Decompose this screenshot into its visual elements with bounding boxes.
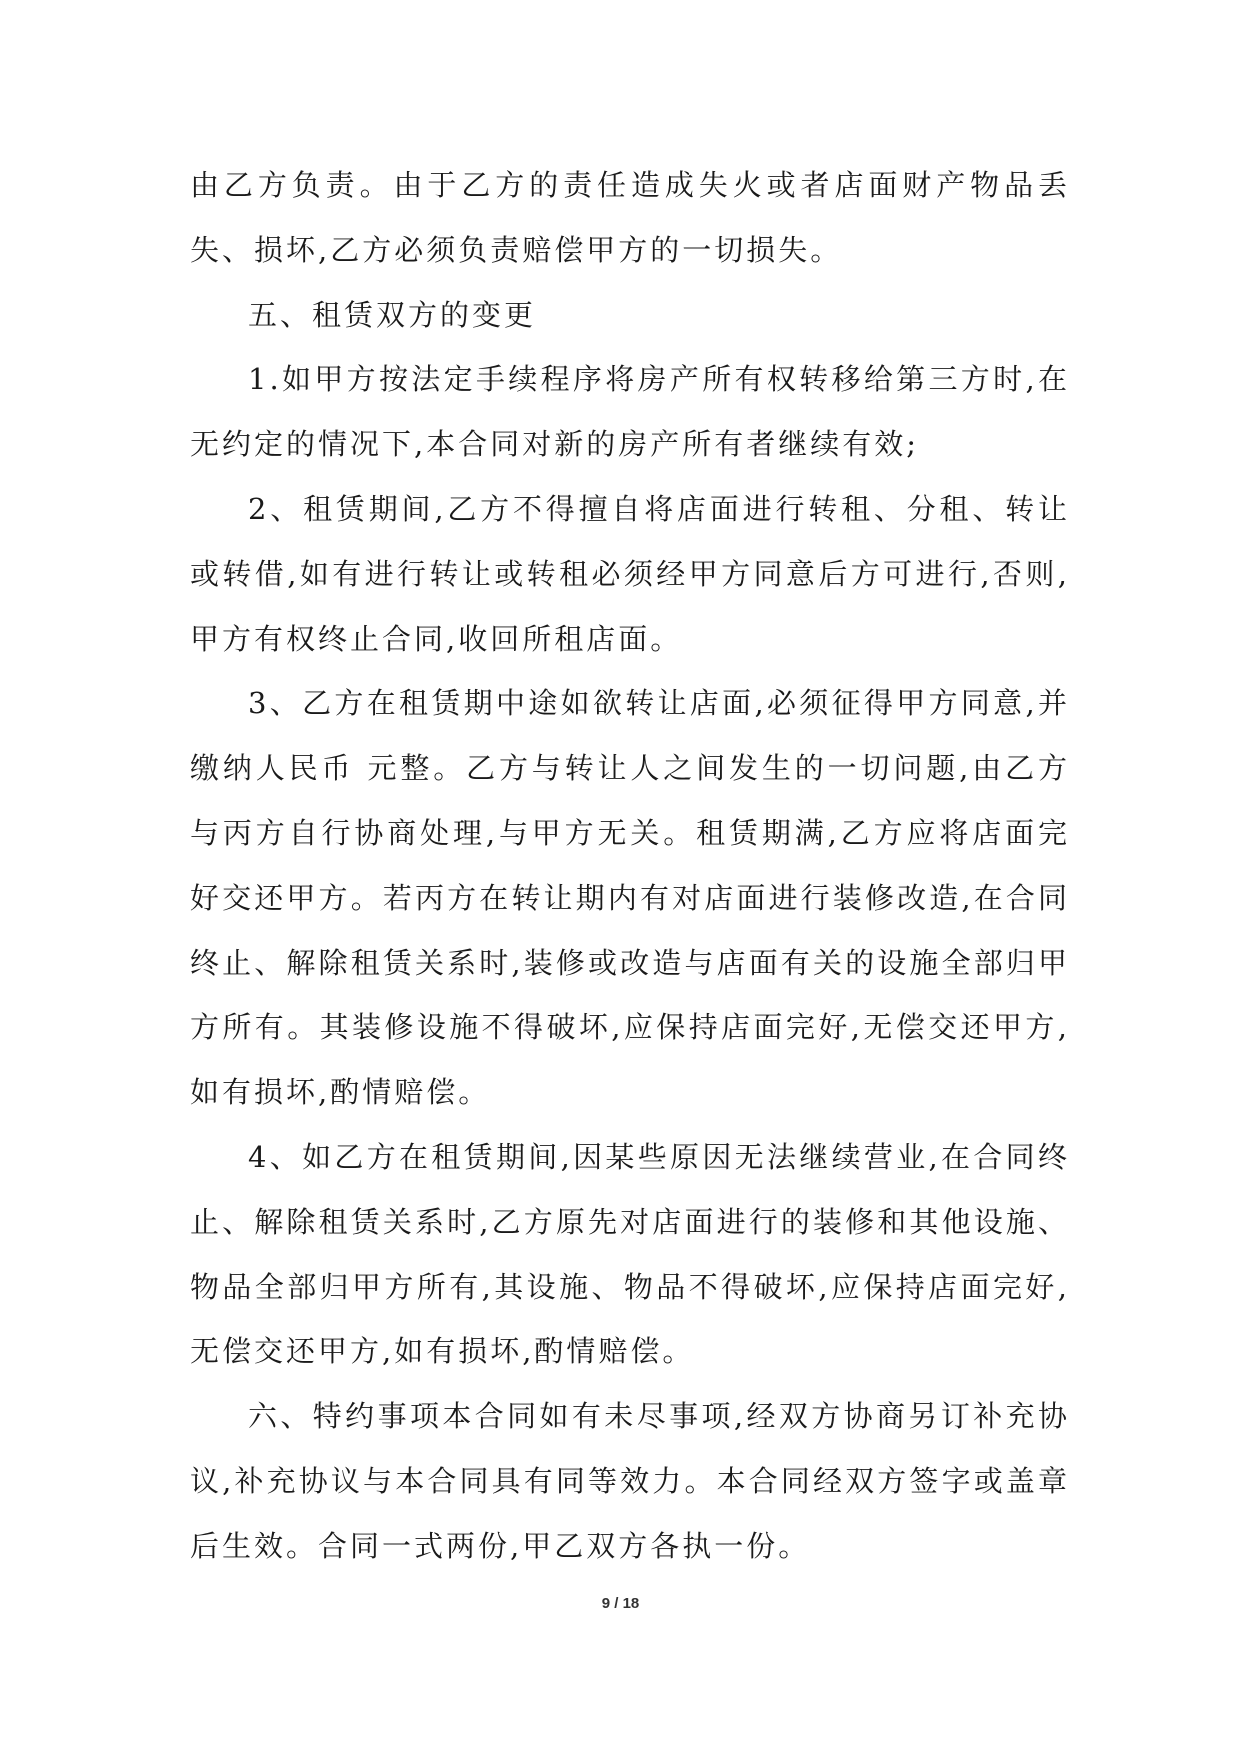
paragraph-continuation: 由乙方负责。由于乙方的责任造成失火或者店面财产物品丢失、损坏,乙方必须负责赔偿甲方的一切损失。 bbox=[190, 168, 1070, 267]
clause-1: 1.如甲方按法定手续程序将房产所有权转移给第三方时,在无约定的情况下,本合同对新的房产所有者继续有效; bbox=[190, 362, 1070, 462]
clause-3: 3、乙方在租赁期中途如欲转让店面,必须征得甲方同意,并缴纳人民币 元整。乙方与转让人之间发生的一切问题,由乙方与丙方自行协商处理,与甲方无关。租赁期满,乙方应将店面完好交还甲方。若丙方在转让期内有对店面进行装修改造,在合同终止、解除租赁关系时,装修或改造与店面有关的设施全部归甲方所有。其装修设施不得破坏,应保持店面完好,无偿交还甲方,如有损坏,酌情赔偿。 bbox=[190, 686, 1070, 1110]
clause-4: 4、如乙方在租赁期间,因某些原因无法继续营业,在合同终止、解除租赁关系时,乙方原先对店面进行的装修和其他设施、物品全部归甲方所有,其设施、物品不得破坏,应保持店面完好,无偿交还甲方,如有损坏,酌情赔偿。 bbox=[190, 1139, 1070, 1369]
section-6-special-terms: 六、特约事项本合同如有未尽事项,经双方协商另订补充协议,补充协议与本合同具有同等效力。本合同经双方签字或盖章后生效。合同一式两份,甲乙双方各执一份。 bbox=[190, 1399, 1070, 1563]
document-body bbox=[190, 153, 1070, 1579]
section-heading-5: 五、租赁双方的变更 bbox=[248, 297, 537, 332]
page-number: 9 / 18 bbox=[601, 1595, 640, 1612]
clause-2: 2、租赁期间,乙方不得擅自将店面进行转租、分租、转让或转借,如有进行转让或转租必须经甲方同意后方可进行,否则,甲方有权终止合同,收回所租店面。 bbox=[190, 491, 1070, 656]
